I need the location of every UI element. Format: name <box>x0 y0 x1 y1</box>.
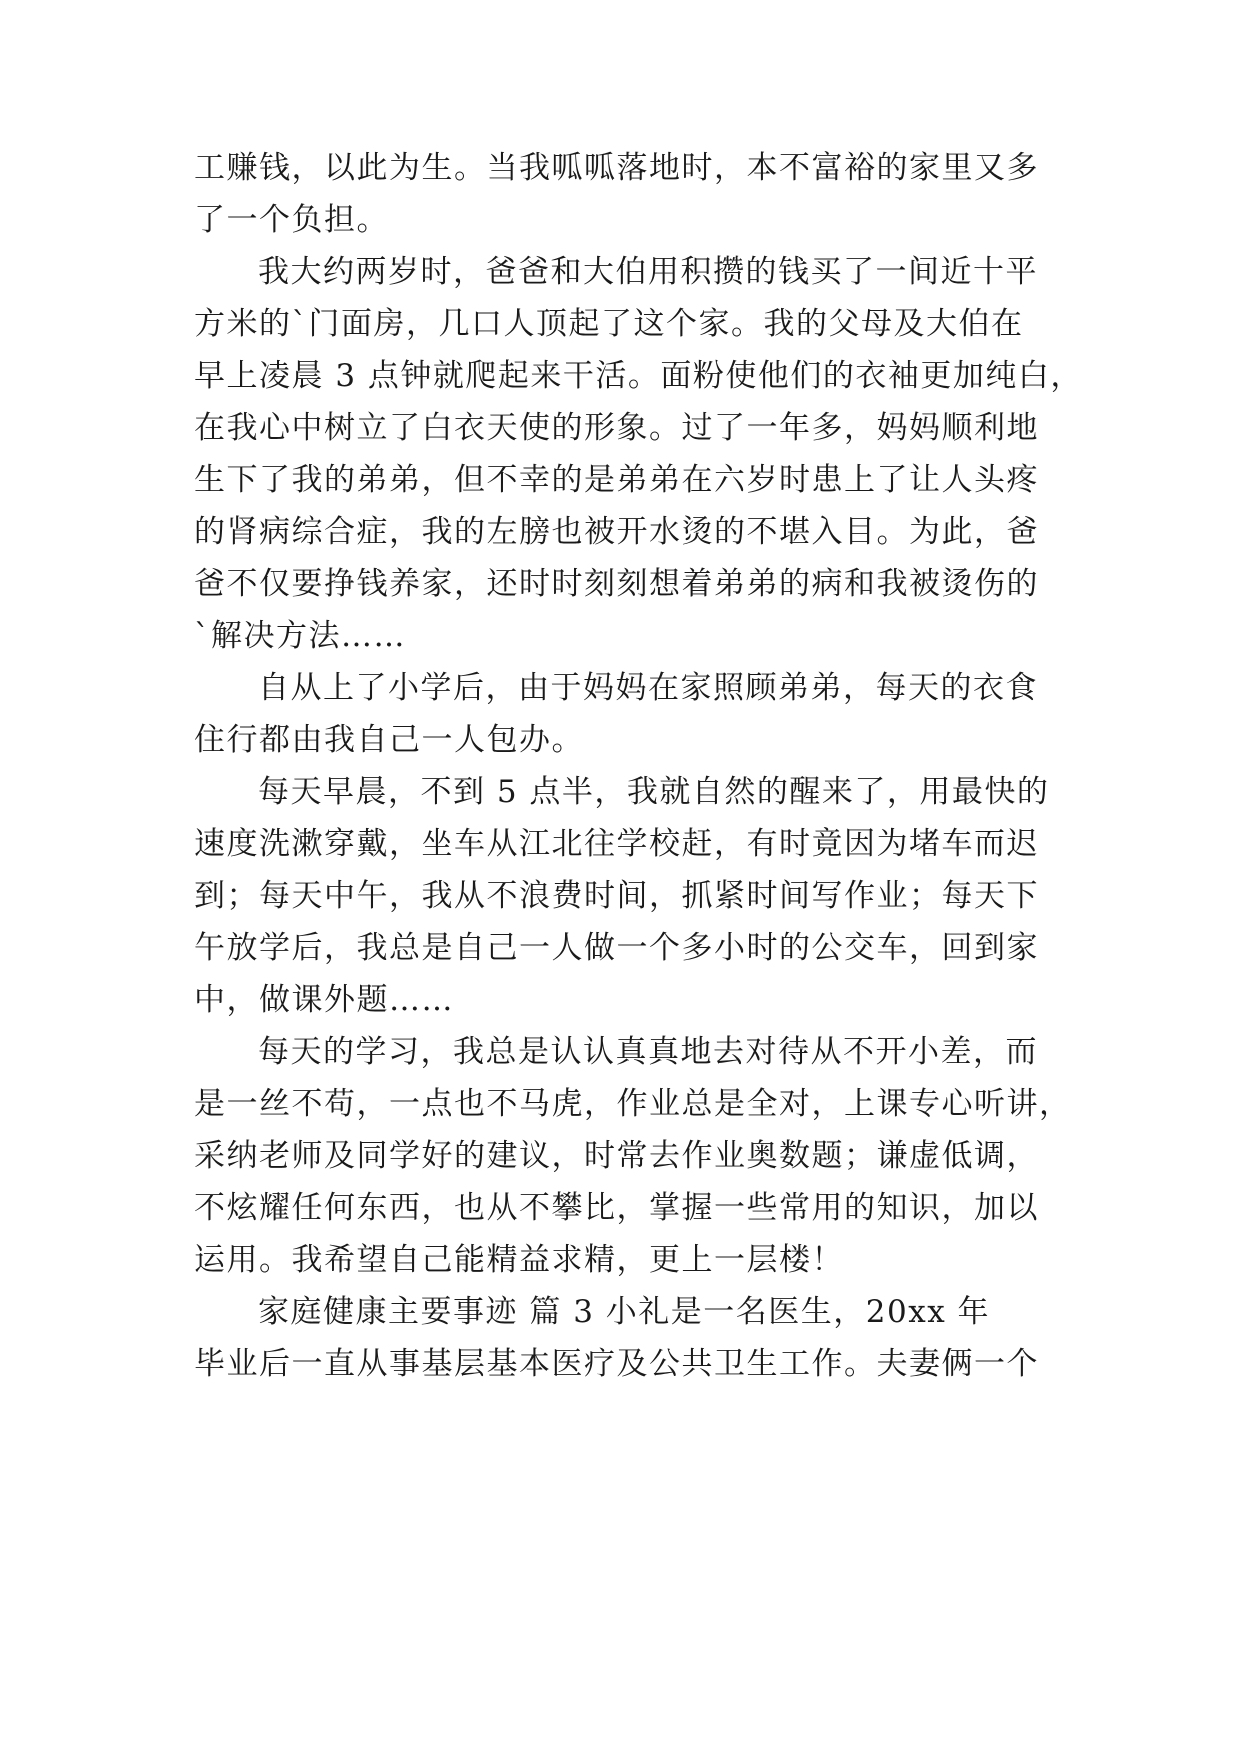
section-heading-line: 家庭健康主要事迹 篇 3 小礼是一名医生，20xx 年 <box>258 1294 991 1330</box>
paragraph-start-line: 每天的学习，我总是认认真真地去对待从不开小差，而 <box>258 1034 1038 1070</box>
text-line: 的肾病综合症，我的左膀也被开水烫的不堪入目。为此，爸 <box>194 514 1039 550</box>
text-line: 是一丝不苟，一点也不马虎，作业总是全对，上课专心听讲， <box>194 1086 1072 1122</box>
text-line: 住行都由我自己一人包办。 <box>194 722 584 758</box>
text-line: 生下了我的弟弟，但不幸的是弟弟在六岁时患上了让人头疼 <box>194 462 1039 498</box>
text-line: 到；每天中午，我从不浪费时间，抓紧时间写作业；每天下 <box>194 878 1039 914</box>
text-line: 不炫耀任何东西，也从不攀比，掌握一些常用的知识，加以 <box>194 1190 1039 1226</box>
text-line: 运用。我希望自己能精益求精，更上一层楼！ <box>194 1242 844 1278</box>
text-line: 毕业后一直从事基层基本医疗及公共卫生工作。夫妻俩一个 <box>194 1346 1039 1382</box>
text-line: 采纳老师及同学好的建议，时常去作业奥数题；谦虚低调， <box>194 1138 1039 1174</box>
text-line: 午放学后，我总是自己一人做一个多小时的公交车，回到家 <box>194 930 1039 966</box>
text-line: `解决方法…… <box>194 618 406 654</box>
paragraph-start-line: 自从上了小学后，由于妈妈在家照顾弟弟，每天的衣食 <box>258 670 1038 706</box>
paragraph-start-line: 我大约两岁时，爸爸和大伯用积攒的钱买了一间近十平 <box>258 254 1038 290</box>
text-line: 了一个负担。 <box>194 202 389 238</box>
text-line: 速度洗漱穿戴，坐车从江北往学校赶，有时竟因为堵车而迟 <box>194 826 1039 862</box>
text-line: 在我心中树立了白衣天使的形象。过了一年多，妈妈顺利地 <box>194 410 1039 446</box>
paragraph-start-line: 每天早晨，不到 5 点半，我就自然的醒来了，用最快的 <box>258 774 1050 810</box>
text-line: 中，做课外题…… <box>194 982 454 1018</box>
text-line: 方米的`门面房，几口人顶起了这个家。我的父母及大伯在 <box>194 306 1024 342</box>
text-line: 工赚钱，以此为生。当我呱呱落地时，本不富裕的家里又多 <box>194 150 1039 186</box>
text-line: 早上凌晨 3 点钟就爬起来干活。面粉使他们的衣袖更加纯白， <box>194 358 1083 394</box>
text-line: 爸不仅要挣钱养家，还时时刻刻想着弟弟的病和我被烫伤的 <box>194 566 1039 602</box>
